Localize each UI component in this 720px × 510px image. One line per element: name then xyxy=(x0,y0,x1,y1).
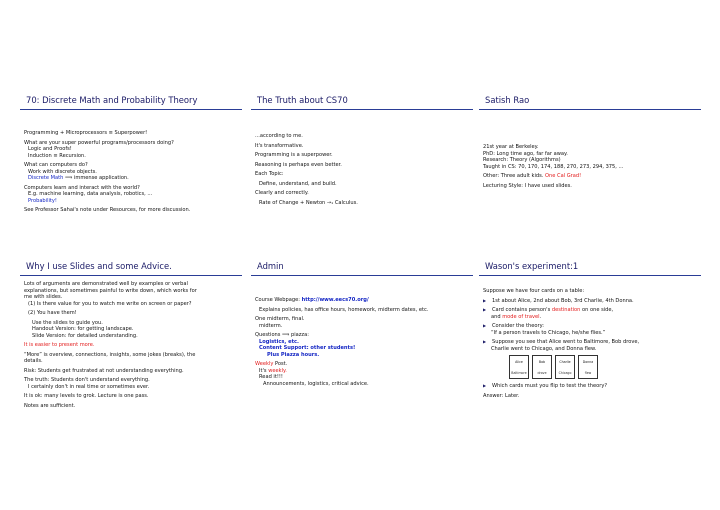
slide-title: Satish Rao xyxy=(485,95,530,105)
text-span: Card contains person's xyxy=(492,307,551,314)
text-span: and xyxy=(491,313,501,320)
title-rule xyxy=(479,275,701,276)
highlight-text: Discrete Math xyxy=(28,175,64,182)
text-line xyxy=(24,175,238,182)
text-line: Suppose we have four cards on a table: xyxy=(483,288,585,294)
bullet-item: ▶ Which cards must you flip to test the theory? xyxy=(483,383,697,390)
bullet-item: ▶ Suppose you see that Alice went to Baltimore, Bob drove, xyxy=(483,339,697,346)
text-line: Induction ≡ Recursion. xyxy=(28,152,86,159)
text-line: Explains policies, has office hours, homework, midterm dates, etc. xyxy=(259,306,429,313)
text-span: It's xyxy=(259,367,267,374)
text-line: Announcements, logistics, critical advice. xyxy=(263,380,369,387)
highlight-text: One Cal Grad! xyxy=(545,173,582,180)
text-line: midterm. xyxy=(259,322,283,329)
slide-title: The Truth about CS70 xyxy=(257,95,348,105)
text-line: Logistics, etc. xyxy=(259,338,299,345)
text-line: Content Support: other students! xyxy=(259,345,356,352)
text-line xyxy=(483,314,697,321)
text-span: Post. xyxy=(275,361,288,368)
card-front: Bob xyxy=(538,359,546,364)
slide-body xyxy=(24,130,238,214)
text-span: ⟹ immense application. xyxy=(65,175,129,182)
card-back: Chicago xyxy=(558,370,572,375)
card-charlie[interactable] xyxy=(555,355,575,379)
slide-satish-rao xyxy=(479,88,701,246)
text-line: PhD: Long time ago, far far away. xyxy=(483,150,568,157)
title-rule xyxy=(479,109,701,110)
text-line: Slide Version: for detailed understanding. xyxy=(32,332,138,339)
bullet-item xyxy=(483,307,697,314)
card-row xyxy=(509,355,697,379)
text-line: What are your super powerful programs/processors doing? xyxy=(24,139,174,146)
text-span: on one side, xyxy=(582,307,614,314)
text-line: Lots of arguments are demonstrated well by examples or verbal xyxy=(24,281,188,287)
text-line: Taught in CS: 70, 170, 174, 188, 270, 273, 294, 375, ... xyxy=(483,163,624,170)
text-line: Clearly and correctly. xyxy=(255,190,309,197)
text-span: . xyxy=(539,313,542,320)
title-rule xyxy=(20,109,242,110)
text-line: Research: Theory (Algorithms) xyxy=(483,157,561,164)
text-line: (1) Is there value for you to watch me write on screen or paper? xyxy=(28,300,192,307)
slide-title: Admin xyxy=(257,261,284,271)
text-line xyxy=(483,173,697,180)
text-line: Define, understand, and build. xyxy=(259,180,337,187)
card-front: Donna xyxy=(582,359,594,364)
text-line: details. xyxy=(24,358,43,365)
slide-title: Why I use Slides and some Advice. xyxy=(26,261,172,271)
course-webpage-link[interactable]: http://www.eecs70.org/ xyxy=(301,297,369,303)
text-line: It is easier to present more. xyxy=(24,342,95,349)
bullet-item: ▶ Consider the theory: xyxy=(483,323,697,330)
text-line: It is ok: many levels to grok. Lecture is one pass. xyxy=(24,393,149,400)
highlight-text: weekly. xyxy=(268,367,287,374)
text-line: 21st year at Berkeley. xyxy=(483,144,539,150)
slide-title: Wason's experiment:1 xyxy=(485,261,579,271)
text-line: Questions ⟹ piazza: xyxy=(255,332,309,339)
text-line: E.g. machine learning, data analysis, robotics, ... xyxy=(28,191,153,198)
text-line: It's transformative. xyxy=(255,142,304,149)
slide-wason-experiment xyxy=(479,254,701,412)
slide-why-slides xyxy=(20,254,242,412)
card-back: Baltimore xyxy=(511,370,527,375)
text-line: Programming is a superpower. xyxy=(255,152,333,159)
text-line: explanations, but sometimes painful to write down, which works for xyxy=(24,287,197,294)
text-line: I certainly don't in real time or sometimes ever. xyxy=(28,383,150,390)
text-line: Risk: Students get frustrated at not understanding everything. xyxy=(24,367,184,374)
slide-body xyxy=(483,288,697,399)
text-line: me with slides. xyxy=(24,294,63,301)
text-line: Probability! xyxy=(28,197,57,204)
slide-admin xyxy=(251,254,473,412)
text-span: Course Webpage: xyxy=(255,297,300,303)
title-rule xyxy=(251,275,473,276)
slide-title: 70: Discrete Math and Probability Theory xyxy=(26,95,198,105)
text-line: Programming + Microprocessors ≡ Superpower! xyxy=(24,130,148,136)
text-line: Logic and Proofs! xyxy=(28,146,72,153)
card-alice[interactable] xyxy=(509,355,529,379)
text-line: See Professor Sahai's note under Resources, for more discussion. xyxy=(24,207,191,214)
slide-body xyxy=(24,281,238,409)
text-line: Reasoning is perhaps even better. xyxy=(255,161,342,168)
slide-truth-about-cs70 xyxy=(251,88,473,246)
text-line xyxy=(255,297,469,304)
text-line: Plus Piazza hours. xyxy=(267,351,320,358)
text-line: ...according to me. xyxy=(255,133,303,139)
text-line: Each Topic: xyxy=(255,171,284,178)
text-line: Rate of Change + Newton →₁ Calculus. xyxy=(259,199,358,206)
highlight-text: mode of travel xyxy=(502,313,540,320)
slide-body xyxy=(483,144,697,189)
text-line: What can computers do? xyxy=(24,162,88,169)
card-back: drove xyxy=(537,370,547,375)
card-donna[interactable] xyxy=(578,355,598,379)
text-line: Work with discrete objects. xyxy=(28,168,97,175)
slide-body xyxy=(255,297,469,387)
card-bob[interactable] xyxy=(532,355,552,379)
slide-discrete-math xyxy=(20,88,242,246)
highlight-text: Weekly xyxy=(255,361,274,368)
title-rule xyxy=(251,109,473,110)
card-back: flew xyxy=(584,370,592,375)
title-rule xyxy=(20,275,242,276)
bullet-item: ▶ 1st about Alice, 2nd about Bob, 3rd Charlie, 4th Donna. xyxy=(483,298,697,305)
text-line: Handout Version: for getting landscape. xyxy=(32,326,134,333)
card-front: Charlie xyxy=(559,359,571,364)
slide-body xyxy=(255,133,469,206)
text-line: Use the slides to guide you. xyxy=(32,319,103,326)
text-line: Notes are sufficient. xyxy=(24,402,76,409)
text-line: Read it!!! xyxy=(259,374,283,381)
highlight-text: destination xyxy=(551,307,581,314)
text-line: Charlie went to Chicago, and Donna flew. xyxy=(491,345,597,352)
text-line: “More” is overview, connections, insights, some jokes (breaks), the xyxy=(24,351,196,358)
text-line: One midterm, final. xyxy=(255,316,305,323)
text-line: Answer: Later. xyxy=(483,392,520,399)
text-line: (2) You have them! xyxy=(28,310,77,317)
text-line: “If a person travels to Chicago, he/she flies.” xyxy=(491,329,606,336)
card-front: Alice xyxy=(515,359,523,364)
text-span: Other: Three adult kids. xyxy=(483,173,544,180)
text-line: Lecturing Style: I have used slides. xyxy=(483,182,572,189)
text-line: Computers learn and interact with the world? xyxy=(24,184,140,191)
text-line: The truth: Students don't understand everything. xyxy=(24,377,150,384)
